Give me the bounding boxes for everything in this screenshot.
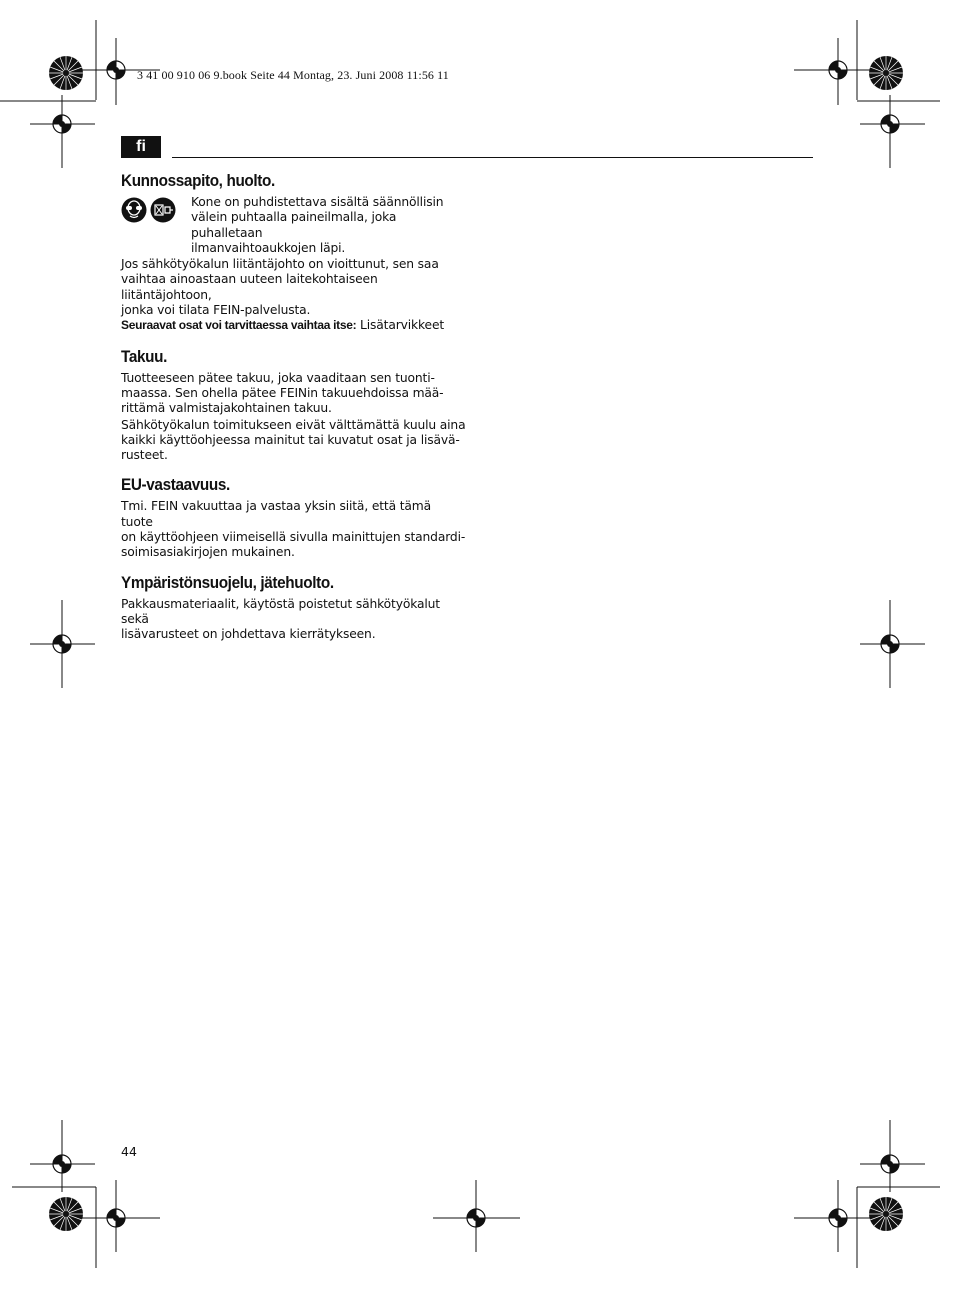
print-header: 3 41 00 910 06 9.book Seite 44 Montag, 23. Juni 2008 11:56 11 (137, 68, 449, 82)
header-rule (172, 157, 813, 158)
eye-protection-icon (121, 197, 147, 223)
page-number: 44 (121, 1144, 137, 1159)
maintenance-icon-row (121, 195, 466, 256)
section-maintenance (121, 171, 466, 334)
text-line: on käyttöohjeen viimeisellä sivulla mainittujen standardi- (121, 530, 466, 545)
text-line: rusteet. (121, 448, 168, 463)
parts-value: Lisätarvikkeet (356, 318, 445, 333)
section-warranty (121, 347, 466, 464)
text-line: vaihtaa ainoastaan uuteen laitekohtaiseen liitäntäjohtoon, (121, 272, 378, 302)
maintenance-icon-text (191, 195, 466, 256)
text-line: maassa. Sen ohella pätee FEINin takuuehdoissa mää- (121, 385, 444, 400)
heading-eu-conformity: EU-vastaavuus. (121, 475, 230, 495)
eu-paragraph (121, 499, 466, 560)
maintenance-paragraph (121, 257, 466, 318)
text-line: jonka voi tilata FEIN-palvelusta. (121, 303, 311, 318)
section-environment (121, 573, 466, 643)
unplug-icon (150, 197, 176, 223)
text-line: kaikki käyttöohjeessa mainitut tai kuvatut osat ja lisävä- (121, 432, 460, 447)
heading-environment: Ympäristönsuojelu, jätehuolto. (121, 572, 334, 592)
text-line: lisävarusteet on johdettava kierrätykseen. (121, 627, 376, 642)
text-line: soimisasiakirjojen mukainen. (121, 545, 295, 560)
warranty-paragraph-2 (121, 418, 466, 464)
text-line: Sähkötyökalun toimitukseen eivät välttämättä kuulu aina (121, 417, 466, 432)
text-line: Tuotteeseen pätee takuu, joka vaaditaan sen tuonti- (121, 370, 435, 385)
section-eu-conformity (121, 475, 466, 560)
environment-paragraph (121, 597, 466, 643)
text-line: Jos sähkötyökalun liitäntäjohto on vioittunut, sen saa (121, 257, 439, 272)
text-line: ilmanvaihtoaukkojen läpi. (191, 240, 346, 255)
warranty-paragraph-1 (121, 371, 466, 417)
text-line: Tmi. FEIN vakuuttaa ja vastaa yksin siitä, että tämä tuote (121, 499, 432, 529)
heading-maintenance: Kunnossapito, huolto. (121, 171, 275, 190)
text-line: Pakkausmateriaalit, käytöstä poistetut sähkötyökalut sekä (121, 596, 440, 626)
main-content (121, 171, 466, 643)
parts-label: Seuraavat osat voi tarvittaessa vaihtaa itse: (121, 318, 357, 333)
heading-warranty: Takuu. (121, 346, 168, 366)
language-badge: fi (121, 136, 161, 158)
replaceable-parts (121, 318, 466, 333)
text-line: Kone on puhdistettava sisältä säännöllisin (191, 195, 444, 209)
text-line: rittämä valmistajakohtainen takuu. (121, 401, 332, 416)
text-line: välein puhtaalla paineilmalla, joka puhalletaan (191, 210, 397, 240)
